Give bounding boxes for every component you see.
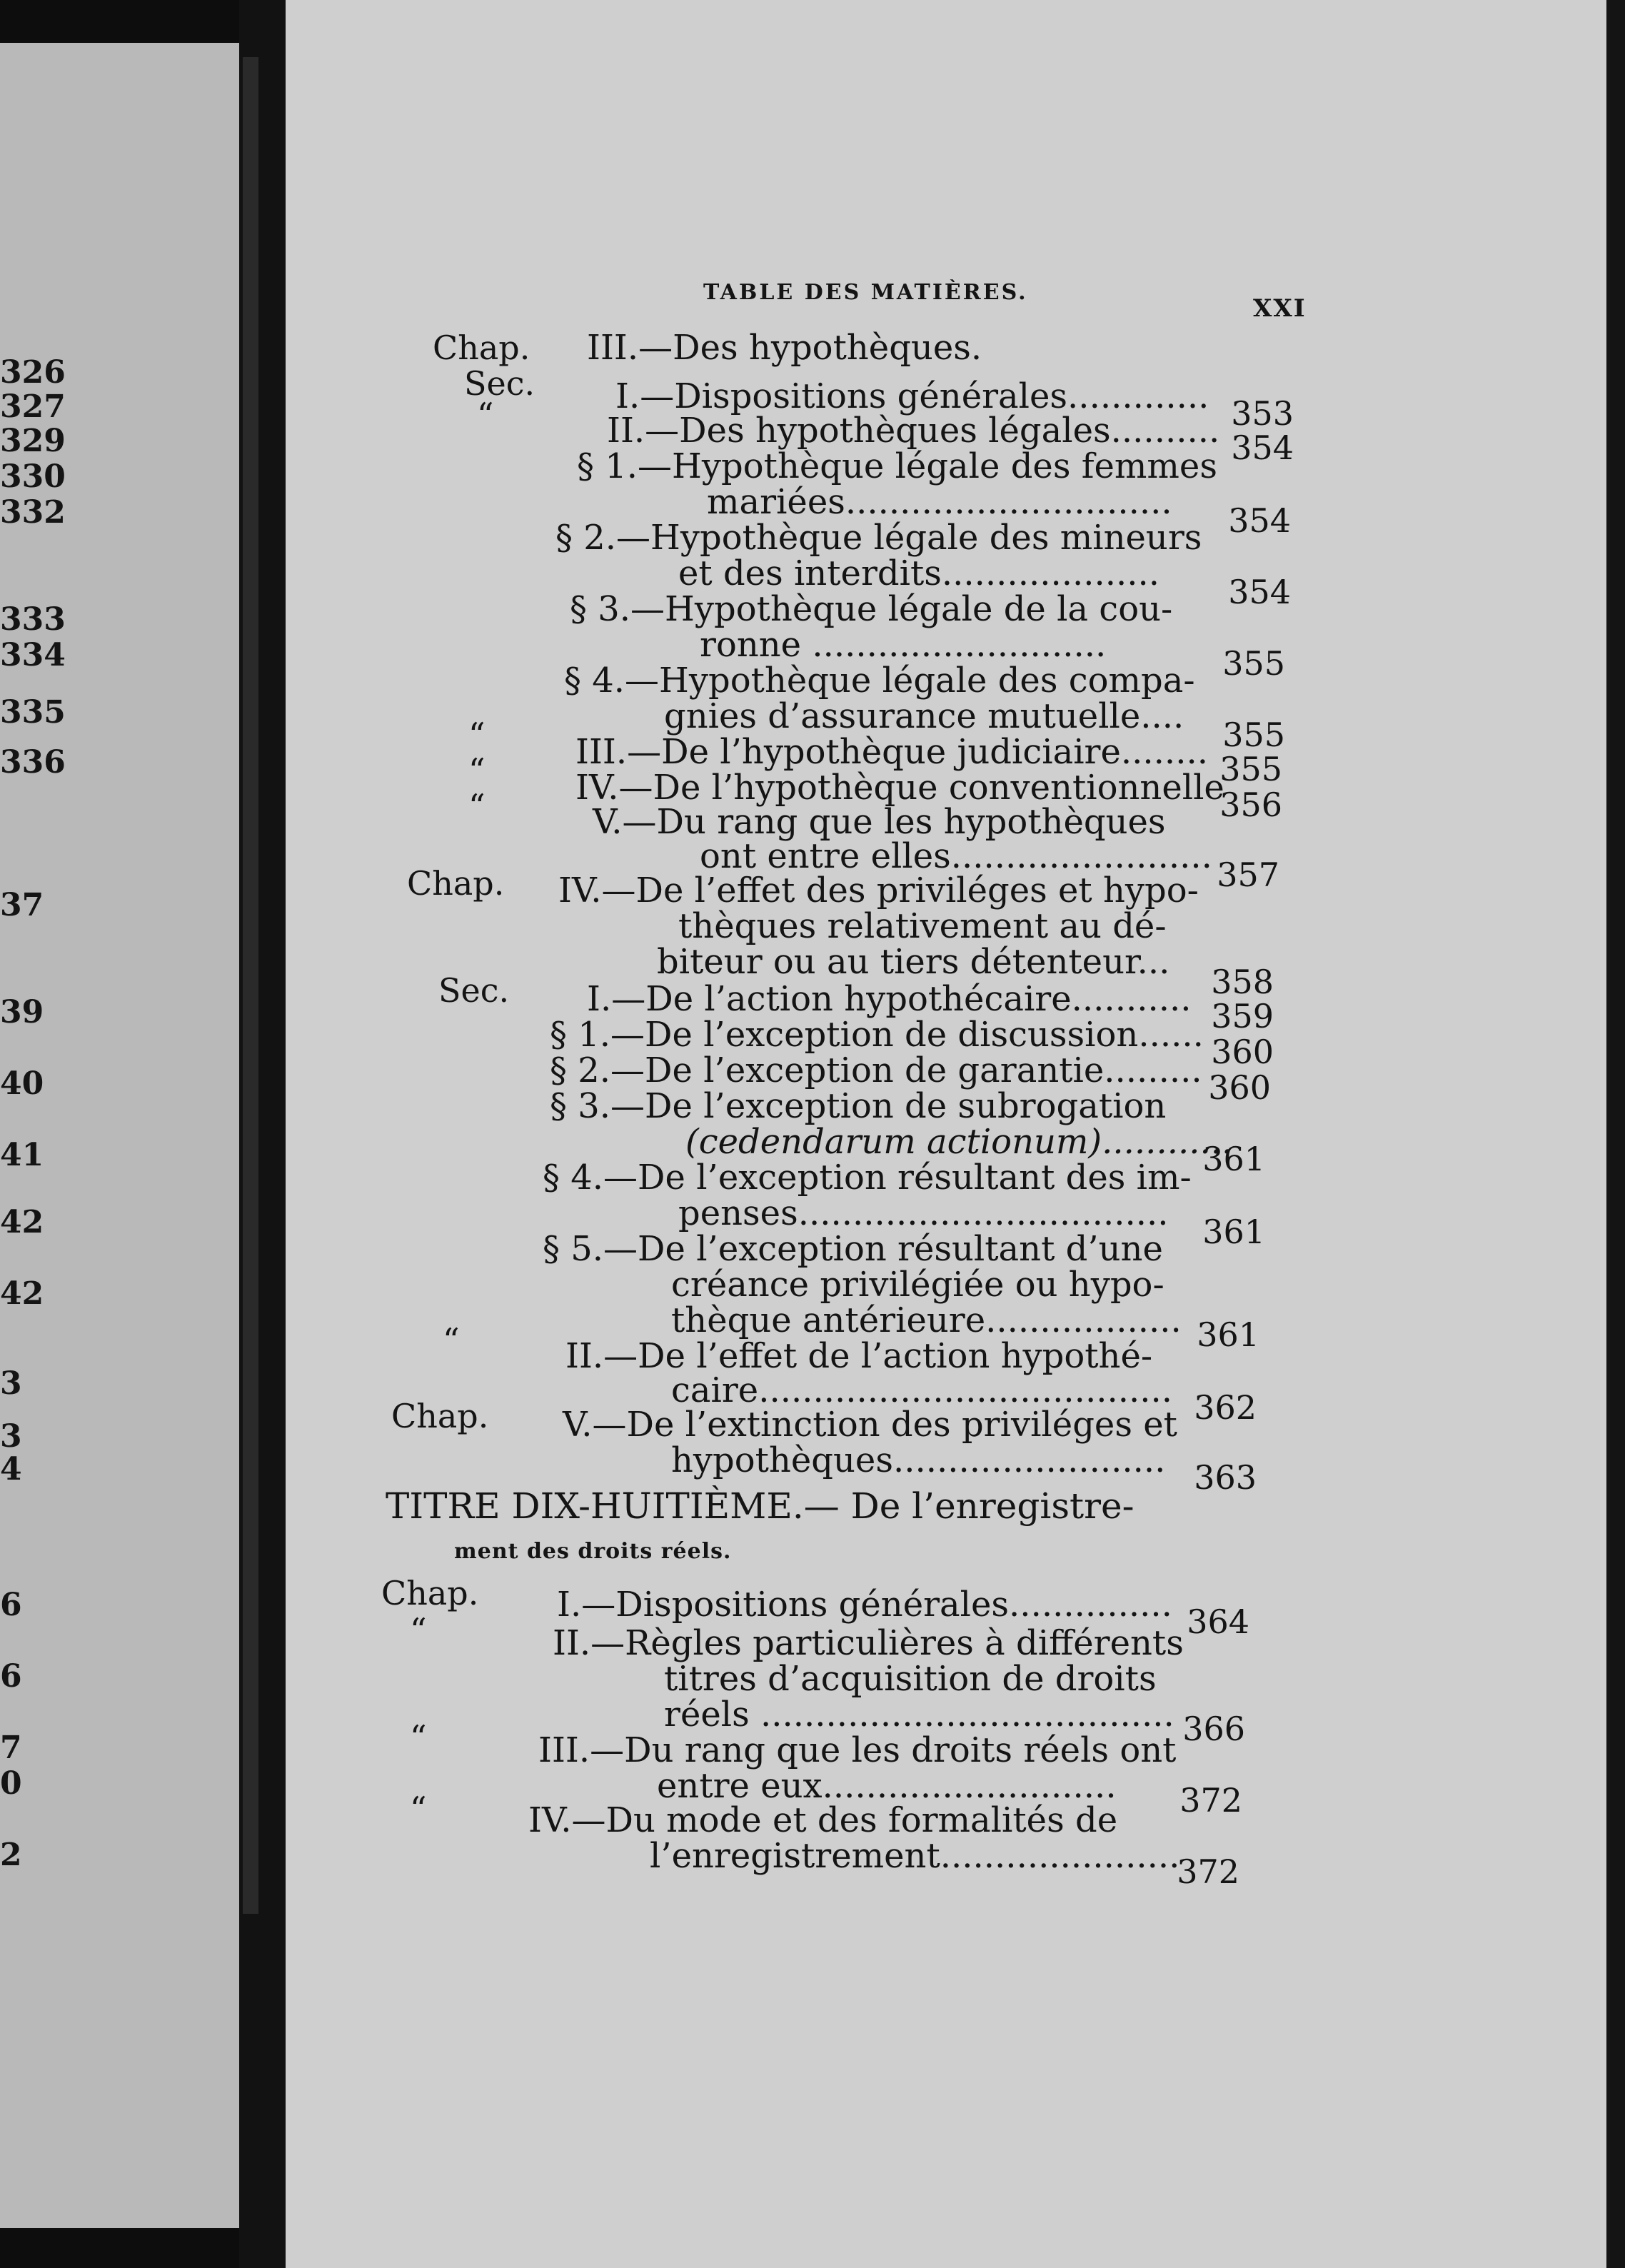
left-page-number: 42 — [0, 1204, 44, 1240]
toc-entry: réels ...................................... — [664, 1695, 1174, 1735]
toc-entry: penses.................................. — [678, 1193, 1169, 1233]
toc-entry: II.—Des hypothèques légales.......... — [607, 411, 1220, 451]
titre-heading-line2: ment des droits réels. — [454, 1539, 732, 1564]
toc-entry: § 1.—Hypothèque légale des femmes — [577, 446, 1217, 486]
left-page-number: 330 — [0, 458, 66, 495]
toc-page-number: 355 — [1222, 716, 1285, 754]
left-page-number: 327 — [0, 388, 66, 425]
toc-entry: § 1.—De l’exception de discussion...... — [550, 1015, 1204, 1055]
left-page-number: 4 — [0, 1451, 22, 1487]
left-page-number: 329 — [0, 423, 66, 459]
toc-entry: § 3.—Hypothèque légale de la cou- — [570, 589, 1173, 629]
toc-entry: § 2.—De l’exception de garantie......... — [550, 1050, 1202, 1090]
left-page-number: 0 — [0, 1765, 22, 1802]
left-page-number: 39 — [0, 994, 44, 1030]
toc-label: “ — [410, 1790, 427, 1828]
toc-entry: § 5.—De l’exception résultant d’une — [543, 1229, 1163, 1269]
toc-page-number: 361 — [1202, 1140, 1265, 1178]
left-page-number: 41 — [0, 1137, 44, 1173]
toc-page-number: 354 — [1228, 501, 1291, 540]
toc-label: “ — [477, 396, 494, 434]
left-page-number: 334 — [0, 637, 66, 673]
toc-entry: caire...................................... — [671, 1370, 1172, 1410]
toc-page-number: 360 — [1208, 1068, 1271, 1107]
toc-entry: II.—Règles particulières à différents — [553, 1623, 1184, 1663]
toc-entry: ronne ........................... — [700, 625, 1107, 665]
running-head-title: TABLE DES MATIÈRES. — [703, 280, 1028, 305]
toc-entry: créance privilégiée ou hypo- — [671, 1265, 1164, 1305]
left-page-number: 6 — [0, 1658, 22, 1695]
page-edge — [1606, 0, 1625, 2268]
toc-entry: III.—Du rang que les droits réels ont — [538, 1730, 1177, 1770]
book-spine — [243, 57, 258, 1914]
left-page-number: 326 — [0, 354, 66, 391]
running-head-page: XXI — [1253, 294, 1307, 323]
toc-page-number: 364 — [1187, 1602, 1249, 1641]
left-page-number: 37 — [0, 887, 44, 923]
toc-label: “ — [443, 1321, 460, 1360]
toc-label: “ — [468, 751, 486, 790]
toc-entry: l’enregistrement...................... — [650, 1836, 1180, 1876]
toc-entry: IV.—De l’hypothèque conventionnelle — [575, 768, 1224, 808]
toc-page-number: 372 — [1179, 1781, 1242, 1820]
toc-label: Chap. — [407, 864, 505, 903]
toc-page-number: 372 — [1177, 1852, 1239, 1891]
toc-page-number: 357 — [1217, 855, 1279, 894]
toc-label: Chap. — [381, 1574, 479, 1612]
toc-entry: gnies d’assurance mutuelle.... — [664, 696, 1184, 736]
toc-entry: biteur ou au tiers détenteur... — [657, 942, 1170, 982]
toc-entry: et des interdits.................... — [678, 553, 1160, 593]
toc-page-number: 356 — [1219, 786, 1282, 824]
toc-label: Sec. — [464, 364, 535, 403]
toc-label: Chap. — [391, 1397, 489, 1435]
toc-entry: mariées.............................. — [707, 482, 1172, 522]
left-page-number: 332 — [0, 494, 66, 531]
toc-page-number: 360 — [1211, 1033, 1274, 1071]
toc-entry: I.—Dispositions générales............... — [557, 1585, 1172, 1625]
toc-page-number: 363 — [1194, 1458, 1257, 1497]
toc-page-number: 359 — [1211, 997, 1274, 1035]
left-page-number: 40 — [0, 1065, 44, 1102]
toc-entry: V.—De l’extinction des priviléges et — [563, 1405, 1177, 1445]
toc-entry: § 4.—De l’exception résultant des im- — [543, 1158, 1192, 1198]
toc-label: “ — [468, 787, 486, 826]
toc-entry: ont entre elles........................ — [700, 836, 1212, 876]
toc-entry: I.—De l’action hypothécaire........... — [587, 979, 1192, 1019]
toc-page-number: 354 — [1228, 573, 1291, 611]
toc-label: “ — [468, 716, 486, 754]
toc-entry: II.—De l’effet de l’action hypothé- — [565, 1336, 1153, 1376]
left-page-number: 3 — [0, 1365, 22, 1402]
toc-page-number: 358 — [1211, 963, 1274, 1001]
toc-entry: § 3.—De l’exception de subrogation — [550, 1086, 1167, 1126]
toc-label: “ — [410, 1718, 427, 1757]
left-page-number: 336 — [0, 744, 66, 781]
toc-page-number: 366 — [1182, 1710, 1245, 1748]
toc-page-number: 353 — [1231, 394, 1294, 433]
toc-label: Chap. — [433, 328, 530, 367]
toc-entry: titres d’acquisition de droits — [664, 1659, 1157, 1699]
toc-label: Sec. — [438, 971, 510, 1010]
toc-entry: entre eux........................... — [657, 1766, 1117, 1806]
toc-page-number: 361 — [1202, 1213, 1265, 1251]
toc-page-number: 362 — [1194, 1388, 1257, 1427]
toc-page-number: 355 — [1219, 750, 1282, 788]
left-page-number: 335 — [0, 694, 66, 731]
toc-entry: III.—De l’hypothèque judiciaire........ — [575, 732, 1208, 772]
toc-entry: § 2.—Hypothèque légale des mineurs — [555, 518, 1202, 558]
toc-page-number: 361 — [1197, 1315, 1259, 1354]
titre-heading-line1: TITRE DIX-HUITIÈME.— De l’enregistre- — [386, 1485, 1135, 1527]
toc-entry: thèque antérieure.................. — [671, 1300, 1182, 1340]
toc-entry: thèques relativement au dé- — [678, 906, 1167, 946]
left-page-number: 333 — [0, 601, 66, 638]
left-page-number: 42 — [0, 1275, 44, 1312]
toc-page-number: 355 — [1222, 644, 1285, 683]
toc-entry: IV.—De l’effet des priviléges et hypo- — [558, 870, 1199, 910]
toc-page-number: 354 — [1231, 428, 1294, 467]
toc-entry: I.—Dispositions générales............. — [615, 376, 1209, 416]
toc-entry: hypothèques......................... — [671, 1440, 1166, 1480]
toc-label: “ — [410, 1611, 427, 1650]
left-page-number: 7 — [0, 1730, 22, 1766]
toc-entry: V.—Du rang que les hypothèques — [593, 802, 1166, 842]
toc-entry: IV.—Du mode et des formalités de — [528, 1800, 1118, 1840]
left-page-number: 2 — [0, 1837, 22, 1873]
toc-entry: III.—Des hypothèques. — [587, 328, 982, 368]
left-page-number: 3 — [0, 1418, 22, 1455]
toc-entry: § 4.—Hypothèque légale des compa- — [564, 661, 1195, 701]
left-page-number: 6 — [0, 1587, 22, 1623]
toc-entry: (cedendarum actionum)............ — [685, 1122, 1233, 1162]
